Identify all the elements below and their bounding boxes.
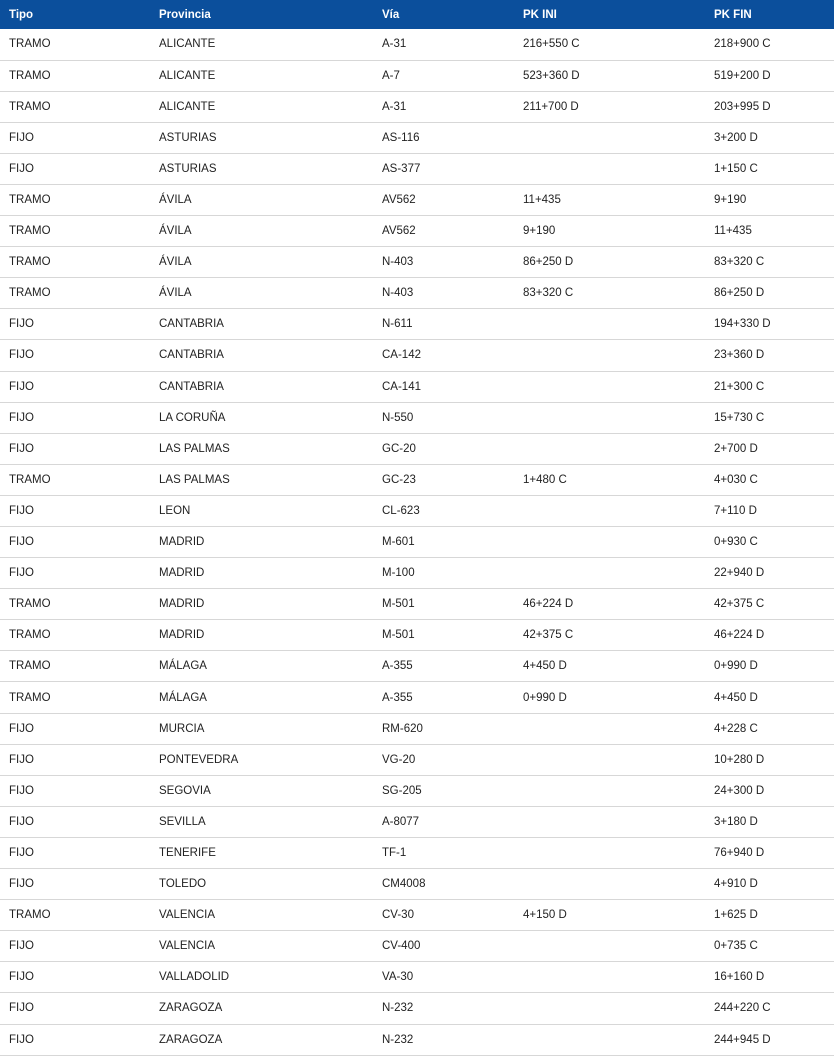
cell-provincia: PONTEVEDRA (159, 753, 239, 766)
cell-pk-fin: 3+180 D (714, 815, 758, 828)
cell-provincia: LA CORUÑA (159, 411, 226, 424)
cell-provincia: TENERIFE (159, 846, 216, 859)
table-row (0, 589, 834, 620)
cell-via: VG-20 (382, 753, 416, 766)
cell-pk-fin: 86+250 D (714, 287, 765, 300)
cell-pk-ini (514, 527, 705, 558)
cell-pk-ini (514, 402, 705, 433)
cell-pk-fin: 1+625 D (714, 909, 758, 922)
cell-provincia: MADRID (159, 629, 205, 642)
cell-pk-ini (514, 962, 705, 993)
cell-tipo: TRAMO (9, 38, 51, 51)
cell-via: N-403 (382, 256, 414, 269)
cell-provincia: ÁVILA (159, 194, 192, 207)
cell-via: CA-142 (382, 349, 421, 362)
cell-pk-ini: 0+990 D (523, 691, 567, 704)
cell-via: N-232 (382, 1033, 414, 1046)
cell-pk-ini (514, 806, 705, 837)
cell-provincia: LEON (159, 504, 191, 517)
table-body (0, 29, 834, 1055)
cell-provincia: ASTURIAS (159, 162, 217, 175)
cell-tipo: FIJO (9, 504, 34, 517)
cell-tipo: TRAMO (9, 287, 51, 300)
cell-pk-fin: 4+030 C (714, 473, 758, 486)
cell-tipo: FIJO (9, 131, 34, 144)
cell-pk-fin: 83+320 C (714, 256, 765, 269)
cell-pk-fin: 1+150 C (714, 162, 758, 175)
cell-via: RM-620 (382, 722, 423, 735)
table-row (0, 931, 834, 962)
cell-pk-fin: 22+940 D (714, 567, 765, 580)
table-row (0, 1024, 834, 1055)
cell-via: A-355 (382, 660, 413, 673)
cell-via: M-601 (382, 536, 415, 549)
table-row (0, 900, 834, 931)
cell-pk-ini (514, 495, 705, 526)
cell-tipo: TRAMO (9, 691, 51, 704)
header-pk-fin[interactable]: PK FIN (714, 8, 752, 21)
cell-pk-fin: 24+300 D (714, 784, 765, 797)
header-via[interactable]: Vía (382, 8, 400, 21)
table-row (0, 495, 834, 526)
cell-via: N-403 (382, 287, 414, 300)
table-row (0, 620, 834, 651)
table-row (0, 60, 834, 91)
cell-via: A-31 (382, 38, 407, 51)
cell-via: M-501 (382, 598, 415, 611)
cell-via: AS-377 (382, 162, 421, 175)
cell-pk-ini (514, 558, 705, 589)
cell-tipo: FIJO (9, 318, 34, 331)
cell-tipo: FIJO (9, 1002, 34, 1015)
cell-provincia: ÁVILA (159, 225, 192, 238)
cell-tipo: FIJO (9, 784, 34, 797)
cell-tipo: FIJO (9, 536, 34, 549)
table-row (0, 775, 834, 806)
cell-pk-ini: 86+250 D (523, 256, 574, 269)
cell-via: CA-141 (382, 380, 421, 393)
cell-tipo: TRAMO (9, 100, 51, 113)
cell-pk-fin: 4+450 D (714, 691, 758, 704)
cell-provincia: ALICANTE (159, 38, 216, 51)
cell-pk-ini: 83+320 C (523, 287, 574, 300)
cell-via: A-31 (382, 100, 407, 113)
cell-pk-fin: 3+200 D (714, 131, 758, 144)
cell-provincia: ZARAGOZA (159, 1033, 223, 1046)
cell-pk-fin: 4+910 D (714, 878, 758, 891)
cell-via: GC-20 (382, 442, 416, 455)
cell-pk-fin: 10+280 D (714, 753, 765, 766)
table-row (0, 29, 834, 60)
cell-pk-ini (514, 371, 705, 402)
table-row (0, 837, 834, 868)
table-row (0, 433, 834, 464)
header-row (0, 0, 834, 29)
cell-tipo: FIJO (9, 940, 34, 953)
cell-via: AV562 (382, 194, 416, 207)
cell-tipo: TRAMO (9, 225, 51, 238)
cell-tipo: TRAMO (9, 660, 51, 673)
cell-pk-ini: 211+700 D (523, 100, 579, 113)
cell-tipo: FIJO (9, 349, 34, 362)
table-row (0, 402, 834, 433)
cell-pk-ini (514, 122, 705, 153)
cell-pk-ini: 216+550 C (523, 38, 580, 51)
cell-provincia: LAS PALMAS (159, 473, 230, 486)
cell-pk-fin: 21+300 C (714, 380, 765, 393)
cell-provincia: VALENCIA (159, 909, 216, 922)
cell-tipo: FIJO (9, 753, 34, 766)
cell-pk-fin: 244+220 C (714, 1002, 771, 1015)
cell-pk-ini (514, 309, 705, 340)
cell-pk-ini (514, 340, 705, 371)
table-row (0, 371, 834, 402)
cell-pk-ini (514, 993, 705, 1024)
cell-pk-fin: 0+930 C (714, 536, 758, 549)
cell-tipo: FIJO (9, 380, 34, 393)
table-row (0, 278, 834, 309)
cell-pk-fin: 46+224 D (714, 629, 765, 642)
cell-provincia: LAS PALMAS (159, 442, 230, 455)
cell-pk-ini (514, 433, 705, 464)
table-row (0, 869, 834, 900)
cell-tipo: FIJO (9, 162, 34, 175)
cell-pk-fin: 0+990 D (714, 660, 758, 673)
cell-tipo: TRAMO (9, 598, 51, 611)
table-row (0, 340, 834, 371)
cell-tipo: TRAMO (9, 629, 51, 642)
header-tipo[interactable]: Tipo (9, 8, 34, 21)
cell-pk-ini (514, 713, 705, 744)
cell-pk-fin: 244+945 D (714, 1033, 771, 1046)
cell-via: CL-623 (382, 504, 420, 517)
cell-via: GC-23 (382, 473, 416, 486)
cell-pk-ini: 46+224 D (523, 598, 574, 611)
table-row (0, 558, 834, 589)
cell-tipo: TRAMO (9, 473, 51, 486)
cell-pk-fin: 23+360 D (714, 349, 765, 362)
cell-via: M-100 (382, 567, 415, 580)
cell-provincia: ASTURIAS (159, 131, 217, 144)
cell-via: N-611 (382, 318, 413, 331)
table-row (0, 184, 834, 215)
cell-via: M-501 (382, 629, 415, 642)
cell-pk-fin: 42+375 C (714, 598, 765, 611)
cell-provincia: MÁLAGA (159, 660, 207, 673)
cell-via: CM4008 (382, 878, 426, 891)
cell-pk-ini: 42+375 C (523, 629, 574, 642)
cell-tipo: FIJO (9, 878, 34, 891)
cell-pk-fin: 9+190 (714, 194, 747, 207)
table-row (0, 806, 834, 837)
table-row (0, 247, 834, 278)
cell-provincia: MÁLAGA (159, 691, 207, 704)
cell-pk-ini: 4+450 D (523, 660, 567, 673)
cell-pk-fin: 16+160 D (714, 971, 765, 984)
cell-via: SG-205 (382, 784, 422, 797)
cell-tipo: TRAMO (9, 909, 51, 922)
cell-via: VA-30 (382, 971, 414, 984)
cell-tipo: FIJO (9, 1033, 34, 1046)
table-header (0, 0, 834, 29)
cell-provincia: CANTABRIA (159, 318, 224, 331)
cell-tipo: TRAMO (9, 69, 51, 82)
cell-provincia: MADRID (159, 536, 205, 549)
cell-provincia: CANTABRIA (159, 380, 224, 393)
cell-pk-fin: 519+200 D (714, 69, 771, 82)
table-row (0, 216, 834, 247)
cell-provincia: ALICANTE (159, 100, 216, 113)
cell-pk-fin: 0+735 C (714, 940, 758, 953)
cell-pk-ini (514, 837, 705, 868)
cell-pk-fin: 218+900 C (714, 38, 771, 51)
cell-tipo: FIJO (9, 442, 34, 455)
cell-pk-fin: 15+730 C (714, 411, 765, 424)
table-row (0, 651, 834, 682)
cell-tipo: TRAMO (9, 194, 51, 207)
table-row (0, 464, 834, 495)
table-row (0, 527, 834, 558)
cell-pk-fin: 76+940 D (714, 846, 765, 859)
cell-pk-ini: 1+480 C (523, 473, 567, 486)
cell-via: N-232 (382, 1002, 414, 1015)
cell-via: AS-116 (382, 131, 420, 144)
cell-via: AV562 (382, 225, 416, 238)
cell-provincia: MADRID (159, 567, 205, 580)
table-row (0, 309, 834, 340)
cell-provincia: TOLEDO (159, 878, 207, 891)
cell-pk-ini (514, 744, 705, 775)
cell-pk-ini: 523+360 D (523, 69, 580, 82)
cell-pk-fin: 203+995 D (714, 100, 771, 113)
cell-tipo: FIJO (9, 411, 34, 424)
cell-pk-ini: 11+435 (523, 194, 561, 207)
table-row (0, 91, 834, 122)
cell-provincia: VALENCIA (159, 940, 216, 953)
cell-tipo: FIJO (9, 846, 34, 859)
cell-pk-ini: 9+190 (523, 225, 556, 238)
cell-pk-fin: 11+435 (714, 225, 752, 238)
cell-pk-ini (514, 153, 705, 184)
cell-pk-ini (514, 1024, 705, 1055)
cell-via: A-8077 (382, 815, 420, 828)
cell-provincia: ÁVILA (159, 287, 192, 300)
cell-pk-fin: 4+228 C (714, 722, 758, 735)
cell-provincia: ALICANTE (159, 69, 216, 82)
cell-provincia: VALLADOLID (159, 971, 230, 984)
table-row (0, 122, 834, 153)
cell-provincia: MADRID (159, 598, 205, 611)
cell-provincia: SEGOVIA (159, 784, 211, 797)
cell-provincia: MURCIA (159, 722, 205, 735)
cell-via: CV-30 (382, 909, 414, 922)
cell-via: N-550 (382, 411, 414, 424)
cell-provincia: CANTABRIA (159, 349, 224, 362)
cell-via: A-355 (382, 691, 413, 704)
table-row (0, 713, 834, 744)
cell-provincia: SEVILLA (159, 815, 206, 828)
cell-tipo: FIJO (9, 722, 34, 735)
table-row (0, 993, 834, 1024)
cell-via: CV-400 (382, 940, 421, 953)
cell-pk-ini (514, 931, 705, 962)
cell-tipo: FIJO (9, 815, 34, 828)
table-row (0, 744, 834, 775)
cell-pk-ini: 4+150 D (523, 909, 567, 922)
cell-tipo: TRAMO (9, 256, 51, 269)
table-row (0, 962, 834, 993)
cell-via: A-7 (382, 69, 400, 82)
cell-provincia: ÁVILA (159, 256, 192, 269)
cell-pk-fin: 7+110 D (714, 504, 757, 517)
cell-via: TF-1 (382, 846, 407, 859)
cell-provincia: ZARAGOZA (159, 1002, 223, 1015)
table-row (0, 682, 834, 713)
cell-tipo: FIJO (9, 567, 34, 580)
cell-pk-fin: 194+330 D (714, 318, 771, 331)
cell-tipo: FIJO (9, 971, 34, 984)
cell-pk-ini (514, 775, 705, 806)
table-row (0, 153, 834, 184)
cell-pk-fin: 2+700 D (714, 442, 758, 455)
header-provincia[interactable]: Provincia (159, 8, 211, 21)
header-pk-ini[interactable]: PK INI (523, 8, 557, 21)
cell-pk-ini (514, 869, 705, 900)
